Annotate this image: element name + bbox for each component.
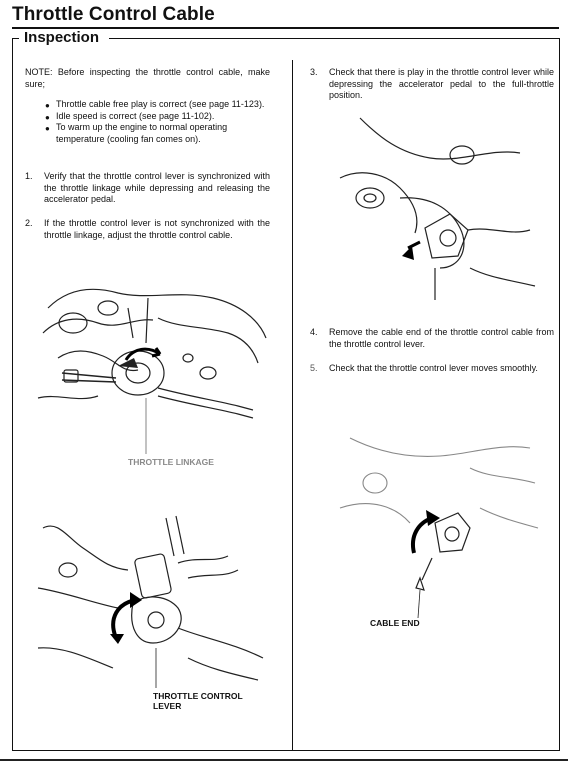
- step-text: Check that the throttle control lever moves smoothly.: [329, 363, 538, 373]
- page-bottom-rule: [0, 759, 568, 761]
- page-title: Throttle Control Cable: [12, 4, 215, 25]
- column-divider: [292, 60, 293, 750]
- frame-top-left: [12, 38, 19, 39]
- step-number: 3.: [310, 67, 318, 77]
- lever-play-illustration: [340, 118, 540, 300]
- note-text: NOTE: Before inspecting the throttle control cable, make sure;: [25, 67, 270, 89]
- cable-end-illustration: [340, 428, 540, 618]
- throttle-control-lever-label: THROTTLE CONTROL LEVER: [153, 691, 243, 711]
- step-number: 2.: [25, 218, 33, 228]
- bullet-icon: ●: [45, 101, 50, 110]
- cable-end-label: CABLE END: [370, 618, 420, 628]
- step-text: If the throttle control lever is not synchronized with the throttle linkage, adjust the throttle control cable.: [44, 218, 270, 240]
- throttle-linkage-label: THROTTLE LINKAGE: [128, 457, 214, 467]
- step-number: 5.: [310, 363, 318, 373]
- list-item: ● To warm up the engine to normal operating temperature (cooling fan comes on).: [45, 122, 228, 144]
- frame-top-right: [109, 38, 559, 39]
- throttle-linkage-illustration: [38, 278, 268, 458]
- precondition-list: [45, 99, 270, 145]
- step-number: 4.: [310, 327, 318, 337]
- step-number: 1.: [25, 171, 33, 181]
- bullet-icon: ●: [45, 124, 50, 133]
- list-item: ● Idle speed is correct (see page 11-102).: [45, 110, 215, 122]
- step-text: Remove the cable end of the throttle control cable from the throttle control lever.: [329, 327, 554, 349]
- section-heading: Inspection: [24, 29, 100, 46]
- bullet-icon: ●: [45, 112, 50, 122]
- step-text: Verify that the throttle control lever is synchronized with the throttle linkage while depressing and releasing the accelerator pedal.: [44, 171, 270, 204]
- list-item: ● Throttle cable free play is correct (see page 11-123).: [45, 99, 265, 110]
- throttle-control-lever-illustration: [38, 508, 270, 690]
- step-text: Check that there is play in the throttle control lever while depressing the accelerator pedal to the full-throttle position.: [329, 67, 554, 100]
